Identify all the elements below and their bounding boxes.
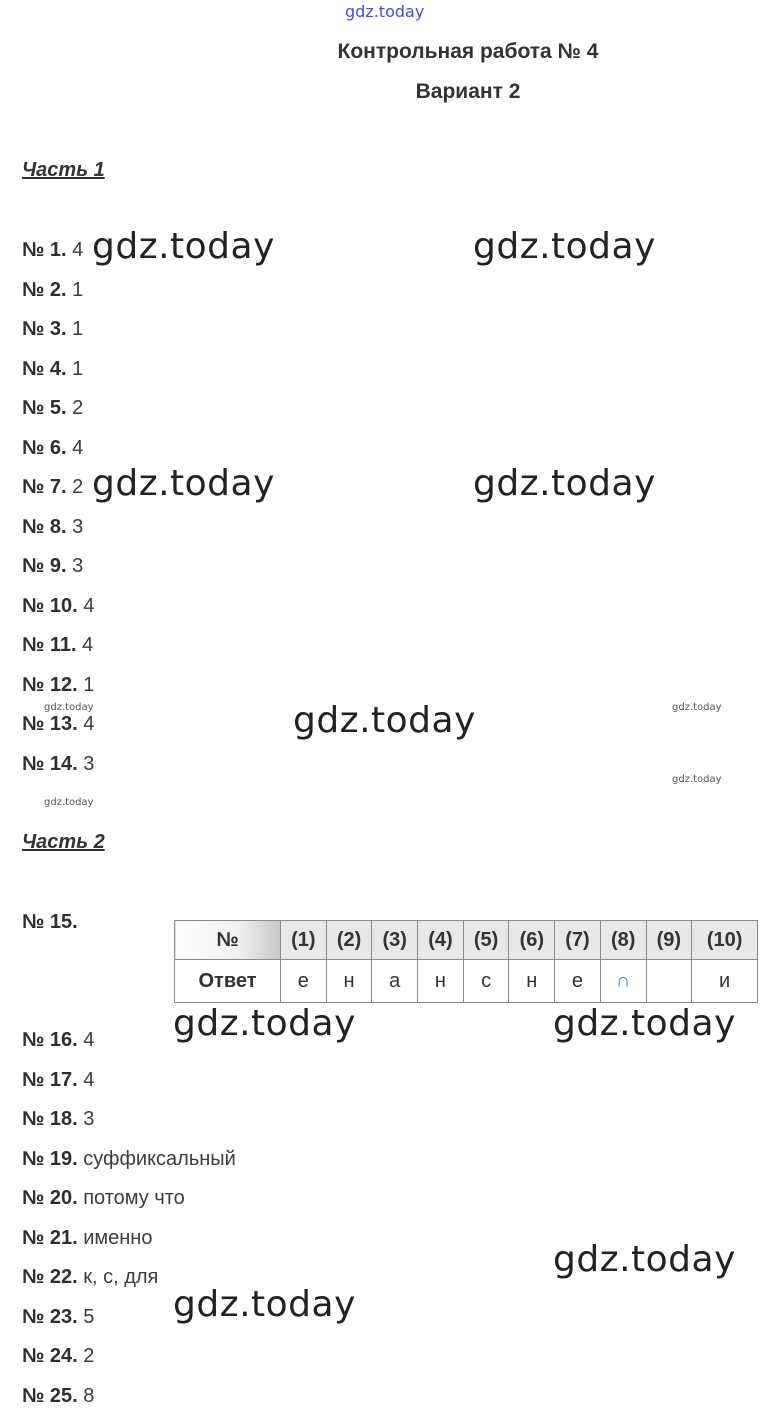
table-header-cell: (2)	[326, 921, 372, 960]
table-header-cell: (3)	[372, 921, 418, 960]
answer-10	[22, 593, 94, 619]
answer-value: 4	[83, 713, 95, 735]
answer-19	[22, 1146, 236, 1172]
table-cell: Ответ	[175, 960, 281, 1003]
answer-number: № 1.	[22, 239, 67, 261]
answer-number: № 14.	[22, 753, 78, 775]
answer-value: к, с, для	[83, 1266, 159, 1288]
answer-number: № 4.	[22, 358, 67, 380]
answer-22	[22, 1264, 158, 1290]
answer-23	[22, 1304, 94, 1330]
answer-4	[22, 356, 83, 382]
page-title: Контрольная работа № 4	[337, 40, 599, 63]
table-header-cell: №	[175, 921, 281, 960]
answer-number: № 3.	[22, 318, 67, 340]
answer-value: суффиксальный	[83, 1148, 236, 1170]
answer-number: № 18.	[22, 1108, 78, 1130]
answer-number: № 21.	[22, 1227, 78, 1249]
answer-number: № 16.	[22, 1029, 78, 1051]
answer-value: 4	[72, 239, 84, 261]
table-cell: е	[281, 960, 327, 1003]
answer-14	[22, 751, 94, 777]
answer-number: № 20.	[22, 1187, 78, 1209]
answer-20	[22, 1185, 185, 1211]
answer-number: № 6.	[22, 437, 67, 459]
answer-number: № 2.	[22, 279, 67, 301]
answer-number: № 13.	[22, 713, 78, 735]
table-header-cell: (5)	[463, 921, 509, 960]
answer-6	[22, 435, 83, 461]
answer-number: № 8.	[22, 516, 67, 538]
table-header-cell: (10)	[692, 921, 758, 960]
answer-2	[22, 277, 83, 303]
table-cell	[646, 960, 692, 1003]
answer-number: № 19.	[22, 1148, 78, 1170]
answer-value: 1	[83, 674, 95, 696]
answer-table	[174, 920, 758, 1003]
answer-13	[22, 711, 94, 737]
answer-value: 4	[83, 595, 95, 617]
watermark: gdz.today	[173, 1003, 356, 1044]
table-cell: а	[372, 960, 418, 1003]
answer-value: 2	[72, 476, 84, 498]
table-header-cell: (1)	[281, 921, 327, 960]
answer-value: 4	[72, 437, 84, 459]
answer-11	[22, 632, 93, 658]
answer-value: 4	[83, 1069, 95, 1091]
table-cell: н	[418, 960, 464, 1003]
table-header-cell: (9)	[646, 921, 692, 960]
answer-number: № 25.	[22, 1385, 78, 1407]
table-cell: и	[692, 960, 758, 1003]
answer-3	[22, 316, 83, 342]
answer-number: № 9.	[22, 555, 67, 577]
table-cell: с	[463, 960, 509, 1003]
answer-value: именно	[83, 1227, 153, 1249]
answer-number: № 23.	[22, 1306, 78, 1328]
answer-number: № 17.	[22, 1069, 78, 1091]
answer-18	[22, 1106, 94, 1132]
watermark: gdz.today	[92, 463, 275, 504]
answer-25	[22, 1383, 94, 1409]
part2-label: Часть 2	[22, 831, 105, 853]
watermark: gdz.today	[173, 1284, 356, 1325]
answer-value: 1	[72, 358, 84, 380]
table-header-cell: (8)	[600, 921, 646, 960]
answer-number: № 11.	[22, 634, 77, 656]
answer-number: № 24.	[22, 1345, 78, 1367]
answer-number: № 22.	[22, 1266, 78, 1288]
answer-1	[22, 237, 83, 263]
answer-16	[22, 1027, 94, 1053]
watermark-small: gdz.today	[672, 702, 722, 713]
watermark: gdz.today	[473, 226, 656, 267]
answer-value: 8	[83, 1385, 95, 1407]
answer-number: № 15.	[22, 911, 78, 933]
answer-12	[22, 672, 94, 698]
answer-9	[22, 553, 83, 579]
answer-value: 1	[72, 318, 84, 340]
watermark: gdz.today	[92, 226, 275, 267]
answer-17	[22, 1067, 94, 1093]
table-header-row	[175, 921, 758, 960]
answer-value: 3	[72, 516, 84, 538]
answer-value: 2	[72, 397, 84, 419]
answer-value: потому что	[83, 1187, 185, 1209]
table-header-cell: (7)	[555, 921, 601, 960]
answer-value: 3	[83, 1108, 95, 1130]
table-cell: е	[555, 960, 601, 1003]
answer-value: 4	[83, 1029, 95, 1051]
part1-label: Часть 1	[22, 159, 105, 181]
table-header-cell: (6)	[509, 921, 555, 960]
table-header-cell: (4)	[418, 921, 464, 960]
watermark: gdz.today	[473, 463, 656, 504]
answer-number: № 5.	[22, 397, 67, 419]
answer-5	[22, 395, 83, 421]
table-cell: н	[509, 960, 555, 1003]
answer-24	[22, 1343, 94, 1369]
watermark-small: gdz.today	[672, 774, 722, 785]
answer-value: 1	[72, 279, 84, 301]
watermark: gdz.today	[553, 1239, 736, 1280]
watermark-small: gdz.today	[44, 702, 94, 713]
answer-value: 3	[72, 555, 84, 577]
answer-value: 4	[82, 634, 94, 656]
table-cell: н	[326, 960, 372, 1003]
watermark-top: gdz.today	[345, 2, 425, 21]
table-cell: ∩	[600, 960, 646, 1003]
answer-21	[22, 1225, 152, 1251]
answer-number: № 12.	[22, 674, 78, 696]
watermark: gdz.today	[293, 700, 476, 741]
answer-number: № 7.	[22, 476, 67, 498]
watermark-small: gdz.today	[44, 797, 94, 808]
answer-15	[22, 909, 78, 935]
answer-value: 5	[83, 1306, 95, 1328]
variant-title: Вариант 2	[415, 80, 521, 103]
answer-8	[22, 514, 83, 540]
answer-number: № 10.	[22, 595, 78, 617]
answer-value: 2	[83, 1345, 95, 1367]
watermark: gdz.today	[553, 1003, 736, 1044]
table-row	[175, 960, 758, 1003]
answer-value: 3	[83, 753, 95, 775]
answer-7	[22, 474, 83, 500]
